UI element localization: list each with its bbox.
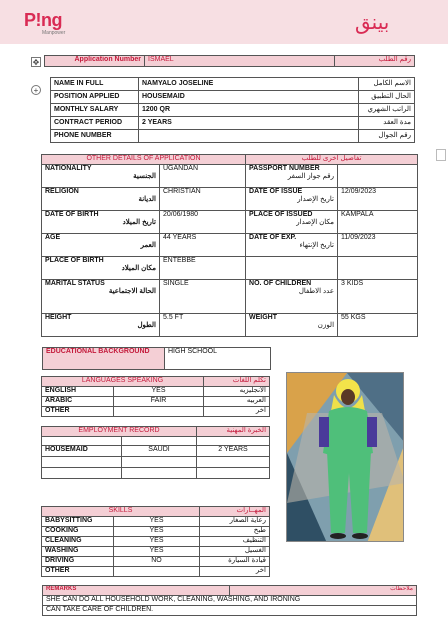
- language-row: [42, 387, 270, 397]
- skill-row: [42, 517, 270, 527]
- detail-row: [42, 165, 418, 188]
- table-move-icon[interactable]: ✥: [32, 58, 40, 67]
- employment-row: [42, 468, 270, 479]
- detail-label-en: DATE OF BIRTH: [45, 211, 99, 218]
- detail-value-2: KAMPALA: [338, 211, 418, 234]
- personal-label-ar: الحال التطبيق: [359, 91, 415, 104]
- application-label: Application Number: [45, 56, 145, 67]
- skill-name: COOKING: [42, 527, 114, 537]
- skill-name-ar: رعاية الصغار: [200, 517, 270, 527]
- skill-name-ar: قيادة السيارة: [200, 557, 270, 567]
- detail-row: [42, 234, 418, 257]
- skill-name: BABYSITTING: [42, 517, 114, 527]
- detail-value: 5.5 FT: [160, 314, 246, 337]
- detail-label-ar: الطول: [137, 322, 156, 330]
- personal-value: HOUSEMAID: [139, 91, 359, 104]
- detail-label-2: [246, 211, 338, 234]
- employment-position: [42, 468, 122, 479]
- skill-name-ar: أخر: [200, 567, 270, 577]
- detail-label-ar: تاريخ الميلاد: [122, 219, 156, 227]
- applicant-photo: [286, 372, 404, 542]
- personal-value: 2 YEARS: [139, 117, 359, 130]
- detail-label-2: [246, 188, 338, 211]
- skill-name-ar: طبخ: [200, 527, 270, 537]
- remarks-line-2: CAN TAKE CARE OF CHILDREN.: [43, 606, 417, 616]
- detail-label-en: MARITAL STATUS: [45, 280, 105, 287]
- detail-label-ar: الحالة الاجتماعية: [108, 288, 156, 296]
- personal-label-ar: رقم الجوال: [359, 130, 415, 143]
- skill-row: [42, 537, 270, 547]
- detail-label: [42, 257, 160, 280]
- skill-name: DRIVING: [42, 557, 114, 567]
- employment-position: HOUSEMAID: [42, 446, 122, 457]
- skill-name: CLEANING: [42, 537, 114, 547]
- other-details-header-ar: تفاصيل أخرى للطلب: [246, 155, 418, 165]
- application-number-table: [44, 55, 415, 67]
- remarks-line-1: SHE CAN DO ALL HOUSEHOLD WORK, CLEANING, WASHING, AND IRONING: [43, 596, 417, 606]
- skill-name-ar: الغسيل: [200, 547, 270, 557]
- personal-value: [139, 130, 359, 143]
- detail-value-2: 3 KIDS: [338, 280, 418, 314]
- other-details-table: [41, 154, 418, 337]
- detail-label-2: [246, 234, 338, 257]
- detail-label: [42, 165, 160, 188]
- detail-label-2-ar: عدد الاطفال: [298, 288, 335, 296]
- ping-logo: P!ng: [24, 10, 62, 30]
- personal-value: NAMYALO JOSELINE: [139, 78, 359, 91]
- detail-label-2-en: WEIGHT: [249, 314, 278, 321]
- skill-name-ar: التنظيف: [200, 537, 270, 547]
- language-name-ar: العربيه: [204, 397, 270, 407]
- personal-row: [51, 104, 415, 117]
- personal-row: [51, 78, 415, 91]
- detail-value: SINGLE: [160, 280, 246, 314]
- skill-name: OTHER: [42, 567, 114, 577]
- personal-value: 1200 QR: [139, 104, 359, 117]
- personal-label: CONTRACT PERIOD: [51, 117, 139, 130]
- skills-table: [41, 506, 270, 577]
- skill-value: YES: [114, 517, 200, 527]
- detail-label-2-ar: الوزن: [317, 322, 335, 330]
- employment-header-ar: الخبرة المهنية: [197, 427, 270, 437]
- personal-label-ar: مدة العقد: [359, 117, 415, 130]
- detail-label-en: AGE: [45, 234, 61, 241]
- remarks-header: REMARKS: [43, 586, 230, 596]
- skills-header-ar: المهــارات: [200, 507, 270, 517]
- personal-label: POSITION APPLIED: [51, 91, 139, 104]
- personal-label: MONTHLY SALARY: [51, 104, 139, 117]
- personal-label-ar: الراتب الشهري: [359, 104, 415, 117]
- detail-label-2-ar: تاريخ الإنتهاء: [299, 242, 335, 250]
- language-name: ENGLISH: [42, 387, 114, 397]
- detail-value-2: 11/09/2023: [338, 234, 418, 257]
- detail-value-2: 55 KGS: [338, 314, 418, 337]
- personal-label-ar: الاسم الكامل: [359, 78, 415, 91]
- employment-table: [41, 426, 270, 479]
- language-level: FAIR: [114, 397, 204, 407]
- detail-label-2-en: PASSPORT NUMBER: [249, 165, 320, 172]
- language-row: [42, 407, 270, 417]
- skill-value: [114, 567, 200, 577]
- skills-header: SKILLS: [42, 507, 200, 517]
- application-value: ISMAEL: [145, 56, 335, 67]
- detail-label-2-en: DATE OF EXP.: [249, 234, 297, 241]
- detail-label-ar: الجنسية: [133, 173, 156, 181]
- detail-label-2: [246, 280, 338, 314]
- other-details-header: OTHER DETAILS OF APPLICATION: [42, 155, 246, 165]
- detail-label-ar: العمر: [140, 242, 156, 250]
- language-level: [114, 407, 204, 417]
- personal-info-table: [50, 77, 415, 143]
- employment-period: [197, 468, 270, 479]
- detail-value: UGANDAN: [160, 165, 246, 188]
- language-level: YES: [114, 387, 204, 397]
- detail-row: [42, 314, 418, 337]
- language-name: ARABIC: [42, 397, 114, 407]
- employment-header: EMPLOYMENT RECORD: [42, 427, 197, 437]
- skill-row: [42, 567, 270, 577]
- education-value: HIGH SCHOOL: [165, 348, 271, 370]
- detail-label-en: HEIGHT: [45, 314, 72, 321]
- employment-row: [42, 446, 270, 457]
- employment-country: [122, 457, 197, 468]
- table-resize-handle[interactable]: [436, 149, 446, 161]
- skill-row: [42, 547, 270, 557]
- detail-label-2-ar: مكان الإصدار: [296, 219, 335, 227]
- detail-value-2: [338, 165, 418, 188]
- skill-value: NO: [114, 557, 200, 567]
- detail-label-2-ar: رقم جواز السفر: [287, 173, 335, 181]
- detail-value-2: 12/09/2023: [338, 188, 418, 211]
- languages-header: LANGUAGES SPEAKING: [42, 377, 204, 387]
- language-name-ar: الانجليزيه: [204, 387, 270, 397]
- skill-value: YES: [114, 537, 200, 547]
- education-table: [42, 347, 271, 370]
- personal-row: [51, 130, 415, 143]
- detail-label-2-en: NO. OF CHILDREN: [249, 280, 312, 287]
- detail-label-2-en: PLACE OF ISSUED: [249, 211, 313, 218]
- detail-label-ar: الديانة: [138, 196, 156, 204]
- detail-value: 44 YEARS: [160, 234, 246, 257]
- language-name: OTHER: [42, 407, 114, 417]
- detail-label: [42, 211, 160, 234]
- employment-country: [122, 468, 197, 479]
- detail-label: [42, 188, 160, 211]
- detail-value: CHRISTIAN: [160, 188, 246, 211]
- employment-position: [42, 457, 122, 468]
- detail-label-2-ar: تاريخ الإصدار: [297, 196, 335, 204]
- languages-table: [41, 376, 270, 417]
- logo-subtitle: Manpower: [42, 30, 66, 36]
- add-row-icon[interactable]: +: [31, 85, 41, 95]
- detail-label-2: [246, 314, 338, 337]
- personal-label: NAME IN FULL: [51, 78, 139, 91]
- skill-value: YES: [114, 527, 200, 537]
- ping-arabic-logo: بينق: [355, 12, 390, 34]
- detail-label: [42, 234, 160, 257]
- personal-label: PHONE NUMBER: [51, 130, 139, 143]
- detail-row: [42, 211, 418, 234]
- employment-country: SAUDI: [122, 446, 197, 457]
- detail-label-2: [246, 165, 338, 188]
- employment-period: 2 YEARS: [197, 446, 270, 457]
- personal-row: [51, 91, 415, 104]
- language-row: [42, 397, 270, 407]
- employment-row: [42, 457, 270, 468]
- detail-row: [42, 280, 418, 314]
- detail-label-ar: مكان الميلاد: [121, 265, 156, 273]
- detail-value: ENTEBBE: [160, 257, 246, 280]
- detail-label-en: NATIONALITY: [45, 165, 92, 172]
- detail-row: [42, 188, 418, 211]
- detail-value: 20/06/1980: [160, 211, 246, 234]
- detail-label-en: PLACE OF BIRTH: [45, 257, 104, 264]
- language-name-ar: أخر: [204, 407, 270, 417]
- remarks-table: [42, 585, 417, 616]
- application-label-ar: رقم الطلب: [335, 56, 415, 67]
- detail-value-2: [338, 257, 418, 280]
- detail-label-2: [246, 257, 338, 280]
- personal-row: [51, 117, 415, 130]
- detail-label-en: RELIGION: [45, 188, 79, 195]
- employment-period: [197, 457, 270, 468]
- skill-value: YES: [114, 547, 200, 557]
- remarks-header-ar: ملاحظات: [230, 586, 417, 596]
- skill-row: [42, 557, 270, 567]
- skill-name: WASHING: [42, 547, 114, 557]
- languages-header-ar: تكلم اللغات: [204, 377, 270, 387]
- education-label: EDUCATIONAL BACKGROUND: [43, 348, 165, 370]
- detail-label: [42, 314, 160, 337]
- detail-label-2-en: DATE OF ISSUE: [249, 188, 303, 195]
- skill-row: [42, 527, 270, 537]
- detail-row: [42, 257, 418, 280]
- detail-label: [42, 280, 160, 314]
